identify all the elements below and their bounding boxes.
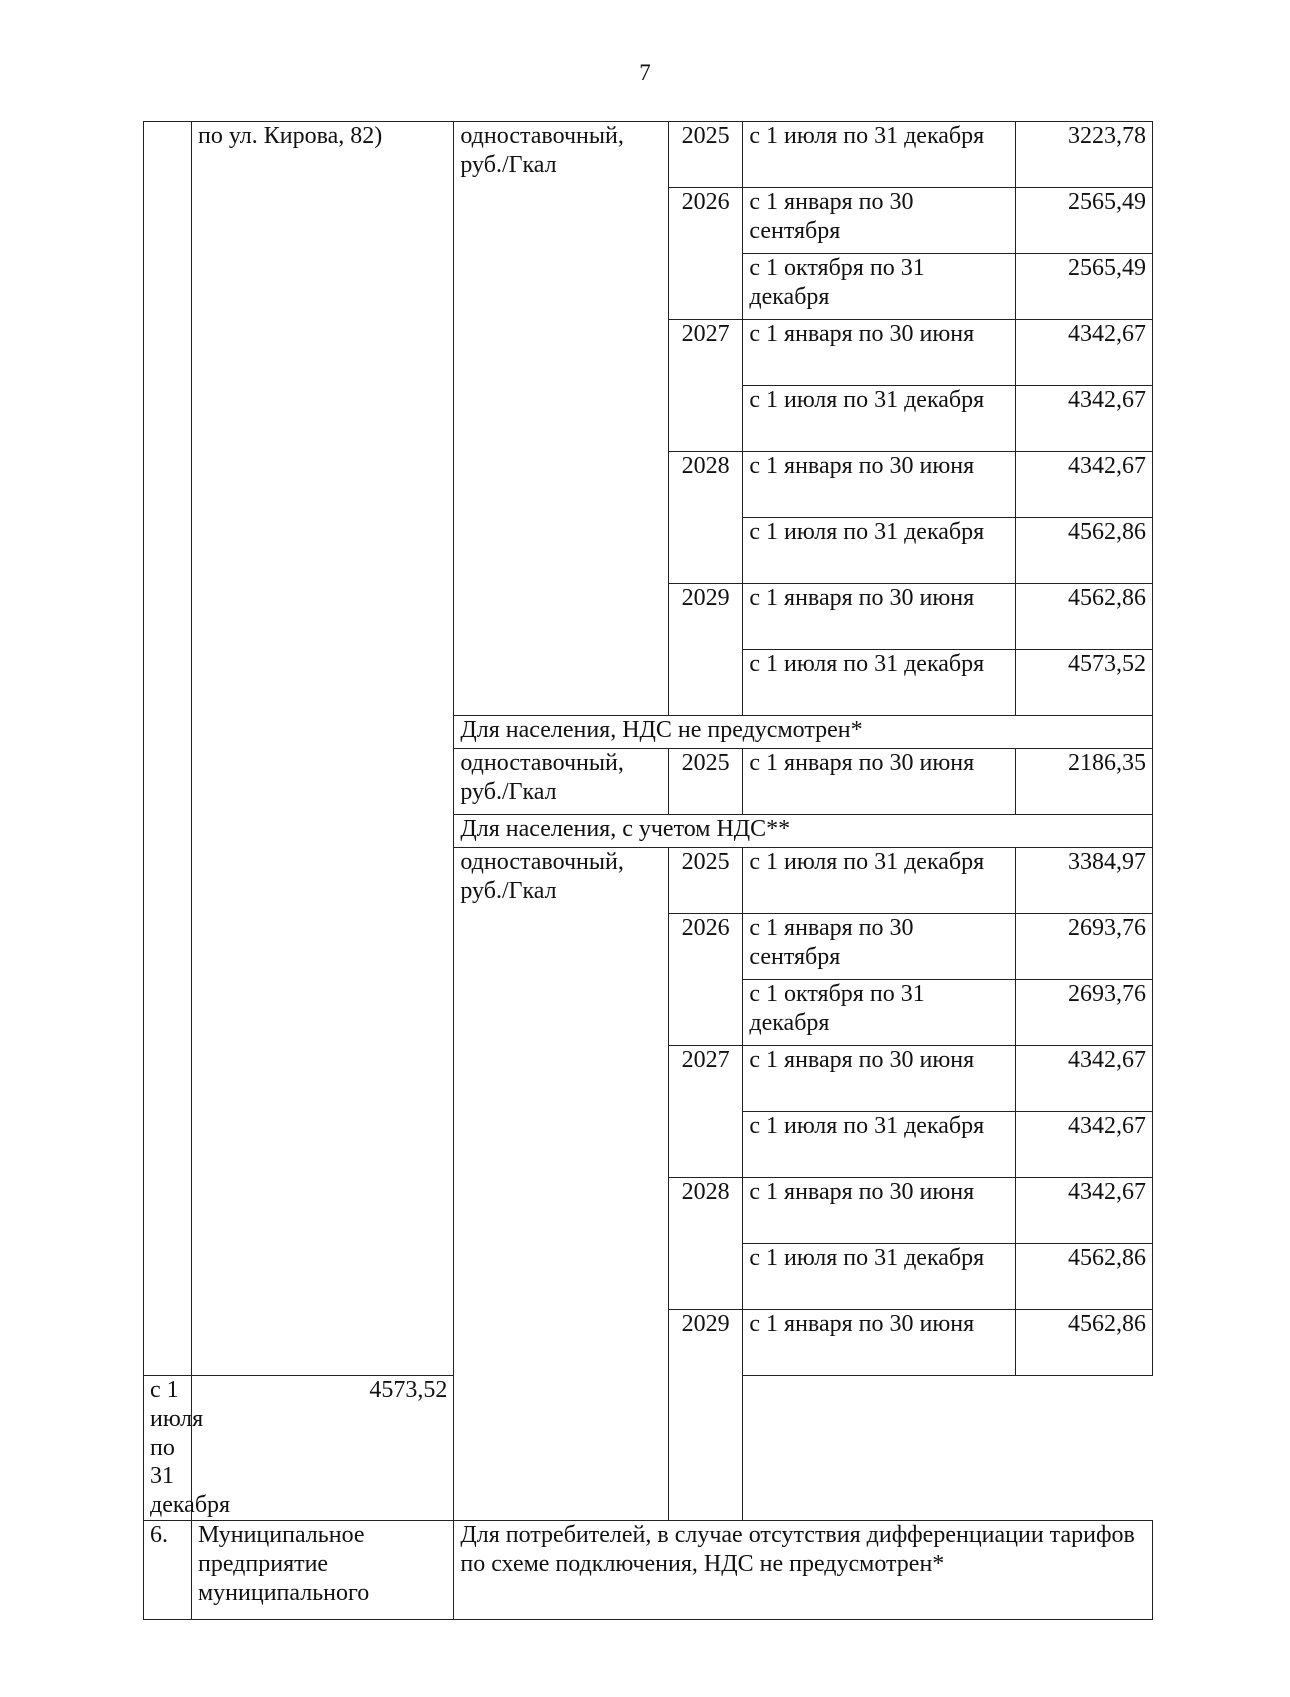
period-cell: с 1 июля по 31 декабря (144, 1376, 192, 1521)
tariff-value-cell: 2565,49 (1016, 254, 1153, 320)
page-number: 7 (639, 60, 651, 85)
year-cell: 2027 (668, 1046, 743, 1178)
year-cell: 2026 (668, 188, 743, 320)
tariff-value-cell: 4562,86 (1016, 1244, 1153, 1310)
period-cell: с 1 января по 30 июня (743, 1178, 1016, 1244)
tariff-value-cell: 4342,67 (1016, 1112, 1153, 1178)
tariff-table (143, 121, 1153, 1620)
row-number-cell (144, 122, 192, 1376)
year-cell: 2026 (668, 914, 743, 1046)
year-cell: 2028 (668, 1178, 743, 1310)
tariff-value-cell: 3384,97 (1016, 848, 1153, 914)
year-cell: 2029 (668, 1310, 743, 1521)
period-cell: с 1 июля по 31 декабря (743, 386, 1016, 452)
tariff-value-cell: 4342,67 (1016, 320, 1153, 386)
period-cell: с 1 января по 30 июня (743, 1046, 1016, 1112)
table-row (144, 1520, 1153, 1619)
tariff-value-cell: 2186,35 (1016, 749, 1153, 815)
year-cell: 2025 (668, 122, 743, 188)
period-cell: с 1 января по 30 июня (743, 320, 1016, 386)
period-cell: с 1 января по 30 июня (743, 1310, 1016, 1376)
year-cell: 2027 (668, 320, 743, 452)
tariff-value-cell: 4562,86 (1016, 518, 1153, 584)
period-cell: с 1 июля по 31 декабря (743, 518, 1016, 584)
year-cell: 2029 (668, 584, 743, 716)
organization-cell: Муниципальное предприятие муниципального (191, 1520, 453, 1619)
tariff-value-cell: 4342,67 (1016, 386, 1153, 452)
section-heading: Для населения, НДС не предусмотрен* (454, 716, 1153, 749)
tariff-type-cell: одноставочный, руб./Гкал (454, 848, 668, 1521)
tariff-value-cell: 4562,86 (1016, 1310, 1153, 1376)
tariff-value-cell: 4573,52 (191, 1376, 453, 1521)
period-cell: с 1 июля по 31 декабря (743, 650, 1016, 716)
tariff-value-cell: 2565,49 (1016, 188, 1153, 254)
period-cell: с 1 января по 30 сентября (743, 914, 1016, 980)
tariff-type-cell: одноставочный, руб./Гкал (454, 122, 668, 716)
period-cell: с 1 января по 30 июня (743, 452, 1016, 518)
tariff-value-cell: 4562,86 (1016, 584, 1153, 650)
tariff-value-cell: 2693,76 (1016, 980, 1153, 1046)
section-heading: Для населения, с учетом НДС** (454, 815, 1153, 848)
tariff-value-cell: 4342,67 (1016, 1046, 1153, 1112)
year-cell: 2025 (668, 749, 743, 815)
tariff-value-cell: 4573,52 (1016, 650, 1153, 716)
period-cell: с 1 октября по 31 декабря (743, 254, 1016, 320)
year-cell: 2025 (668, 848, 743, 914)
period-cell: с 1 июля по 31 декабря (743, 1112, 1016, 1178)
period-cell: с 1 января по 30 июня (743, 584, 1016, 650)
year-cell: 2028 (668, 452, 743, 584)
period-cell: с 1 июля по 31 декабря (743, 848, 1016, 914)
period-cell: с 1 октября по 31 декабря (743, 980, 1016, 1046)
organization-cell: по ул. Кирова, 82) (191, 122, 453, 1376)
tariff-value-cell: 2693,76 (1016, 914, 1153, 980)
tariff-value-cell: 4342,67 (1016, 1178, 1153, 1244)
period-cell: с 1 июля по 31 декабря (743, 122, 1016, 188)
table-row (144, 122, 1153, 188)
period-cell: с 1 июля по 31 декабря (743, 1244, 1016, 1310)
row-number-cell: 6. (144, 1520, 192, 1619)
section-heading: Для потребителей, в случае отсутствия дифференциации тарифов по схеме подключения, НДС не предусмотрен* (454, 1520, 1153, 1619)
period-cell: с 1 января по 30 июня (743, 749, 1016, 815)
period-cell: с 1 января по 30 сентября (743, 188, 1016, 254)
tariff-value-cell: 3223,78 (1016, 122, 1153, 188)
tariff-type-cell: одноставочный, руб./Гкал (454, 749, 668, 815)
tariff-value-cell: 4342,67 (1016, 452, 1153, 518)
